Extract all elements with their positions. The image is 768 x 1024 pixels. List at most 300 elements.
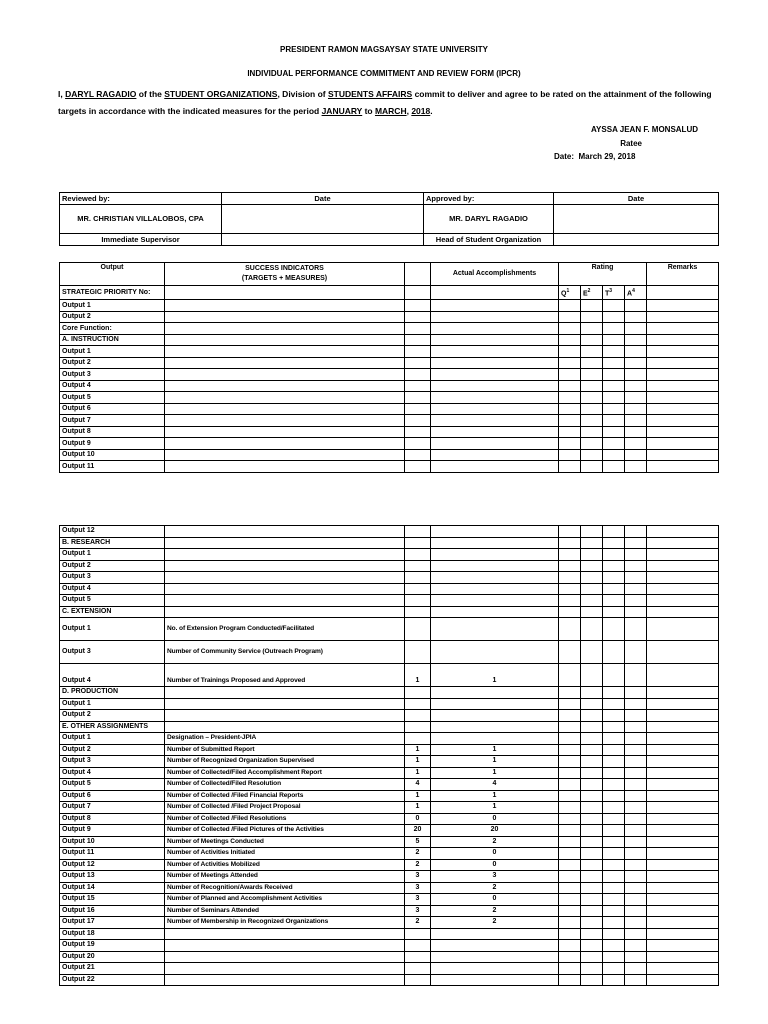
- target-value[interactable]: [405, 357, 431, 369]
- rating-a-cell[interactable]: [625, 813, 647, 825]
- actual-accomplishment[interactable]: [431, 928, 559, 940]
- actual-accomplishment[interactable]: [431, 323, 559, 335]
- rating-a-cell[interactable]: [625, 721, 647, 733]
- rating-e-cell[interactable]: [581, 415, 603, 427]
- remarks-cell[interactable]: [647, 767, 719, 779]
- rating-t-cell[interactable]: [603, 744, 625, 756]
- success-indicator[interactable]: [165, 323, 405, 335]
- remarks-cell[interactable]: [647, 572, 719, 584]
- rating-e-cell[interactable]: [581, 917, 603, 929]
- rating-e-cell[interactable]: [581, 641, 603, 664]
- rating-a-cell[interactable]: [625, 882, 647, 894]
- remarks-cell[interactable]: [647, 848, 719, 860]
- rating-t-cell[interactable]: [603, 836, 625, 848]
- target-value[interactable]: [405, 710, 431, 722]
- rating-t-cell[interactable]: [603, 963, 625, 975]
- actual-accomplishment[interactable]: 2: [431, 917, 559, 929]
- rating-e-cell[interactable]: [581, 311, 603, 323]
- rating-q-cell[interactable]: [559, 323, 581, 335]
- target-value[interactable]: 1: [405, 756, 431, 768]
- review-date-cell[interactable]: [222, 205, 424, 234]
- rating-t-cell[interactable]: [603, 461, 625, 473]
- target-value[interactable]: [405, 974, 431, 986]
- rating-e-cell[interactable]: [581, 461, 603, 473]
- remarks-cell[interactable]: [647, 882, 719, 894]
- target-value[interactable]: [405, 549, 431, 561]
- remarks-cell[interactable]: [647, 710, 719, 722]
- rating-e-cell[interactable]: [581, 687, 603, 699]
- rating-a-cell[interactable]: [625, 894, 647, 906]
- rating-e-cell[interactable]: [581, 560, 603, 572]
- actual-accomplishment[interactable]: 0: [431, 813, 559, 825]
- actual-accomplishment[interactable]: 2: [431, 905, 559, 917]
- rating-a-cell[interactable]: [625, 859, 647, 871]
- rating-t-cell[interactable]: [603, 905, 625, 917]
- success-indicator[interactable]: Number of Collected/Filed Resolution: [165, 779, 405, 791]
- rating-a-cell[interactable]: [625, 710, 647, 722]
- remarks-cell[interactable]: [647, 380, 719, 392]
- remarks-cell[interactable]: [647, 618, 719, 641]
- success-indicator[interactable]: Number of Planned and Accomplishment Activities: [165, 894, 405, 906]
- actual-accomplishment[interactable]: 2: [431, 836, 559, 848]
- success-indicator[interactable]: [165, 572, 405, 584]
- actual-accomplishment[interactable]: 3: [431, 871, 559, 883]
- success-indicator[interactable]: Number of Submitted Report: [165, 744, 405, 756]
- actual-accomplishment[interactable]: 1: [431, 756, 559, 768]
- rating-a-cell[interactable]: [625, 928, 647, 940]
- target-value[interactable]: [405, 403, 431, 415]
- rating-e-cell[interactable]: [581, 848, 603, 860]
- target-value[interactable]: [405, 951, 431, 963]
- rating-t-cell[interactable]: [603, 859, 625, 871]
- success-indicator[interactable]: [165, 286, 405, 300]
- rating-a-cell[interactable]: [625, 357, 647, 369]
- rating-t-cell[interactable]: [603, 710, 625, 722]
- rating-a-cell[interactable]: [625, 323, 647, 335]
- rating-t-cell[interactable]: [603, 767, 625, 779]
- rating-q-cell[interactable]: [559, 744, 581, 756]
- rating-e-cell[interactable]: [581, 951, 603, 963]
- success-indicator[interactable]: [165, 357, 405, 369]
- rating-e-cell[interactable]: [581, 744, 603, 756]
- rating-t-cell[interactable]: [603, 940, 625, 952]
- rating-t-cell[interactable]: [603, 733, 625, 745]
- rating-q-cell[interactable]: [559, 802, 581, 814]
- remarks-cell[interactable]: [647, 449, 719, 461]
- actual-accomplishment[interactable]: [431, 940, 559, 952]
- remarks-cell[interactable]: [647, 403, 719, 415]
- success-indicator[interactable]: [165, 526, 405, 538]
- target-value[interactable]: [405, 369, 431, 381]
- actual-accomplishment[interactable]: [431, 560, 559, 572]
- success-indicator[interactable]: [165, 687, 405, 699]
- remarks-cell[interactable]: [647, 595, 719, 607]
- rating-q-cell[interactable]: [559, 871, 581, 883]
- actual-accomplishment[interactable]: [431, 392, 559, 404]
- remarks-cell[interactable]: [647, 664, 719, 687]
- success-indicator[interactable]: Number of Collected /Filed Resolutions: [165, 813, 405, 825]
- rating-e-cell[interactable]: [581, 369, 603, 381]
- rating-t-cell[interactable]: [603, 300, 625, 312]
- target-value[interactable]: [405, 698, 431, 710]
- rating-e-cell[interactable]: [581, 549, 603, 561]
- remarks-cell[interactable]: [647, 963, 719, 975]
- target-value[interactable]: 3: [405, 894, 431, 906]
- rating-e-cell[interactable]: [581, 825, 603, 837]
- remarks-cell[interactable]: [647, 779, 719, 791]
- target-value[interactable]: 1: [405, 744, 431, 756]
- rating-q-cell[interactable]: [559, 583, 581, 595]
- remarks-cell[interactable]: [647, 323, 719, 335]
- rating-t-cell[interactable]: [603, 334, 625, 346]
- target-value[interactable]: 2: [405, 859, 431, 871]
- rating-t-cell[interactable]: [603, 583, 625, 595]
- success-indicator[interactable]: [165, 595, 405, 607]
- rating-t-cell[interactable]: [603, 687, 625, 699]
- success-indicator[interactable]: [165, 951, 405, 963]
- target-value[interactable]: [405, 733, 431, 745]
- rating-q-cell[interactable]: [559, 346, 581, 358]
- rating-a-cell[interactable]: [625, 346, 647, 358]
- rating-q-cell[interactable]: [559, 767, 581, 779]
- target-value[interactable]: 1: [405, 664, 431, 687]
- rating-q-cell[interactable]: [559, 698, 581, 710]
- success-indicator[interactable]: [165, 461, 405, 473]
- actual-accomplishment[interactable]: [431, 618, 559, 641]
- rating-q-cell[interactable]: [559, 974, 581, 986]
- rating-a-cell[interactable]: [625, 311, 647, 323]
- rating-t-cell[interactable]: [603, 928, 625, 940]
- actual-accomplishment[interactable]: [431, 300, 559, 312]
- rating-t-cell[interactable]: [603, 882, 625, 894]
- actual-accomplishment[interactable]: [431, 526, 559, 538]
- rating-t-cell[interactable]: [603, 641, 625, 664]
- success-indicator[interactable]: Number of Community Service (Outreach Program): [165, 641, 405, 664]
- remarks-cell[interactable]: [647, 802, 719, 814]
- rating-e-cell[interactable]: [581, 767, 603, 779]
- rating-a-cell[interactable]: [625, 415, 647, 427]
- target-value[interactable]: [405, 940, 431, 952]
- success-indicator[interactable]: [165, 560, 405, 572]
- success-indicator[interactable]: [165, 300, 405, 312]
- target-value[interactable]: 1: [405, 790, 431, 802]
- rating-t-cell[interactable]: [603, 790, 625, 802]
- rating-t-cell[interactable]: [603, 894, 625, 906]
- rating-a-cell[interactable]: [625, 779, 647, 791]
- target-value[interactable]: [405, 928, 431, 940]
- remarks-cell[interactable]: [647, 813, 719, 825]
- rating-t-cell[interactable]: [603, 537, 625, 549]
- rating-t-cell[interactable]: [603, 825, 625, 837]
- rating-q-cell[interactable]: [559, 917, 581, 929]
- rating-e-cell[interactable]: [581, 403, 603, 415]
- rating-q-cell[interactable]: [559, 415, 581, 427]
- rating-t-cell[interactable]: [603, 392, 625, 404]
- rating-t-cell[interactable]: [603, 369, 625, 381]
- rating-a-cell[interactable]: [625, 917, 647, 929]
- rating-t-cell[interactable]: [603, 664, 625, 687]
- target-value[interactable]: [405, 461, 431, 473]
- actual-accomplishment[interactable]: [431, 733, 559, 745]
- actual-accomplishment[interactable]: 0: [431, 894, 559, 906]
- success-indicator[interactable]: Number of Meetings Conducted: [165, 836, 405, 848]
- remarks-cell[interactable]: [647, 357, 719, 369]
- actual-accomplishment[interactable]: 2: [431, 882, 559, 894]
- success-indicator[interactable]: Number of Recognition/Awards Received: [165, 882, 405, 894]
- rating-q-cell[interactable]: [559, 357, 581, 369]
- target-value[interactable]: [405, 526, 431, 538]
- rating-q-cell[interactable]: [559, 369, 581, 381]
- rating-e-cell[interactable]: [581, 733, 603, 745]
- rating-a-cell[interactable]: [625, 767, 647, 779]
- actual-accomplishment[interactable]: [431, 311, 559, 323]
- rating-t-cell[interactable]: [603, 449, 625, 461]
- actual-accomplishment[interactable]: 0: [431, 848, 559, 860]
- rating-q-cell[interactable]: [559, 572, 581, 584]
- remarks-cell[interactable]: [647, 905, 719, 917]
- target-value[interactable]: 4: [405, 779, 431, 791]
- rating-t-cell[interactable]: [603, 974, 625, 986]
- rating-q-cell[interactable]: [559, 560, 581, 572]
- target-value[interactable]: [405, 963, 431, 975]
- rating-t-cell[interactable]: [603, 951, 625, 963]
- rating-q-cell[interactable]: [559, 779, 581, 791]
- remarks-cell[interactable]: [647, 928, 719, 940]
- rating-a-cell[interactable]: [625, 802, 647, 814]
- rating-a-cell[interactable]: [625, 392, 647, 404]
- success-indicator[interactable]: [165, 606, 405, 618]
- remarks-cell[interactable]: [647, 560, 719, 572]
- rating-t-cell[interactable]: [603, 595, 625, 607]
- success-indicator[interactable]: Number of Collected /Filed Pictures of the Activities: [165, 825, 405, 837]
- remarks-cell[interactable]: [647, 687, 719, 699]
- rating-q-cell[interactable]: [559, 311, 581, 323]
- rating-a-cell[interactable]: [625, 595, 647, 607]
- rating-a-cell[interactable]: [625, 848, 647, 860]
- target-value[interactable]: [405, 392, 431, 404]
- rating-e-cell[interactable]: [581, 905, 603, 917]
- rating-e-cell[interactable]: [581, 392, 603, 404]
- rating-a-cell[interactable]: [625, 733, 647, 745]
- rating-e-cell[interactable]: [581, 583, 603, 595]
- remarks-cell[interactable]: [647, 334, 719, 346]
- rating-q-cell[interactable]: [559, 641, 581, 664]
- remarks-cell[interactable]: [647, 894, 719, 906]
- remarks-cell[interactable]: [647, 721, 719, 733]
- rating-e-cell[interactable]: [581, 836, 603, 848]
- rating-q-cell[interactable]: [559, 825, 581, 837]
- rating-a-cell[interactable]: [625, 403, 647, 415]
- target-value[interactable]: [405, 438, 431, 450]
- rating-a-cell[interactable]: [625, 687, 647, 699]
- rating-q-cell[interactable]: [559, 549, 581, 561]
- rating-e-cell[interactable]: [581, 894, 603, 906]
- rating-q-cell[interactable]: [559, 733, 581, 745]
- rating-t-cell[interactable]: [603, 323, 625, 335]
- target-value[interactable]: 2: [405, 917, 431, 929]
- target-value[interactable]: [405, 426, 431, 438]
- success-indicator[interactable]: Number of Collected /Filed Financial Reports: [165, 790, 405, 802]
- rating-e-cell[interactable]: [581, 859, 603, 871]
- target-value[interactable]: [405, 572, 431, 584]
- target-value[interactable]: 2: [405, 848, 431, 860]
- target-value[interactable]: [405, 595, 431, 607]
- target-value[interactable]: [405, 606, 431, 618]
- actual-accomplishment[interactable]: [431, 449, 559, 461]
- target-value[interactable]: 3: [405, 871, 431, 883]
- remarks-cell[interactable]: [647, 790, 719, 802]
- success-indicator[interactable]: [165, 311, 405, 323]
- remarks-cell[interactable]: [647, 940, 719, 952]
- rating-t-cell[interactable]: [603, 560, 625, 572]
- rating-a-cell[interactable]: [625, 790, 647, 802]
- rating-q-cell[interactable]: [559, 894, 581, 906]
- success-indicator[interactable]: Number of Recognized Organization Supervised: [165, 756, 405, 768]
- rating-e-cell[interactable]: [581, 871, 603, 883]
- remarks-cell[interactable]: [647, 286, 719, 300]
- rating-q-cell[interactable]: [559, 664, 581, 687]
- target-value[interactable]: [405, 300, 431, 312]
- target-value[interactable]: [405, 618, 431, 641]
- remarks-cell[interactable]: [647, 438, 719, 450]
- rating-e-cell[interactable]: [581, 882, 603, 894]
- remarks-cell[interactable]: [647, 583, 719, 595]
- remarks-cell[interactable]: [647, 392, 719, 404]
- rating-e-cell[interactable]: [581, 813, 603, 825]
- remarks-cell[interactable]: [647, 606, 719, 618]
- target-value[interactable]: [405, 286, 431, 300]
- rating-q-cell[interactable]: [559, 790, 581, 802]
- rating-a-cell[interactable]: [625, 618, 647, 641]
- target-value[interactable]: 3: [405, 905, 431, 917]
- rating-t-cell[interactable]: [603, 403, 625, 415]
- remarks-cell[interactable]: [647, 756, 719, 768]
- rating-t-cell[interactable]: [603, 357, 625, 369]
- actual-accomplishment[interactable]: [431, 369, 559, 381]
- rating-a-cell[interactable]: [625, 560, 647, 572]
- rating-q-cell[interactable]: [559, 710, 581, 722]
- rating-t-cell[interactable]: [603, 813, 625, 825]
- rating-a-cell[interactable]: [625, 300, 647, 312]
- remarks-cell[interactable]: [647, 698, 719, 710]
- actual-accomplishment[interactable]: [431, 549, 559, 561]
- target-value[interactable]: [405, 721, 431, 733]
- rating-e-cell[interactable]: [581, 526, 603, 538]
- rating-t-cell[interactable]: [603, 698, 625, 710]
- rating-e-cell[interactable]: [581, 449, 603, 461]
- rating-t-cell[interactable]: [603, 917, 625, 929]
- actual-accomplishment[interactable]: [431, 286, 559, 300]
- success-indicator[interactable]: [165, 963, 405, 975]
- target-value[interactable]: [405, 560, 431, 572]
- rating-q-cell[interactable]: [559, 595, 581, 607]
- rating-q-cell[interactable]: [559, 951, 581, 963]
- target-value[interactable]: 0: [405, 813, 431, 825]
- rating-q-cell[interactable]: [559, 537, 581, 549]
- remarks-cell[interactable]: [647, 426, 719, 438]
- actual-accomplishment[interactable]: [431, 438, 559, 450]
- rating-t-cell[interactable]: [603, 549, 625, 561]
- success-indicator[interactable]: [165, 537, 405, 549]
- success-indicator[interactable]: Number of Collected /Filed Project Proposal: [165, 802, 405, 814]
- remarks-cell[interactable]: [647, 369, 719, 381]
- rating-t-cell[interactable]: [603, 756, 625, 768]
- rating-t-cell[interactable]: [603, 779, 625, 791]
- rating-q-cell[interactable]: [559, 403, 581, 415]
- rating-a-cell[interactable]: [625, 369, 647, 381]
- rating-e-cell[interactable]: [581, 300, 603, 312]
- target-value[interactable]: [405, 323, 431, 335]
- remarks-cell[interactable]: [647, 744, 719, 756]
- rating-q-cell[interactable]: [559, 426, 581, 438]
- remarks-cell[interactable]: [647, 537, 719, 549]
- rating-e-cell[interactable]: [581, 618, 603, 641]
- rating-q-cell[interactable]: [559, 836, 581, 848]
- rating-a-cell[interactable]: [625, 963, 647, 975]
- rating-q-cell[interactable]: [559, 300, 581, 312]
- rating-e-cell[interactable]: [581, 790, 603, 802]
- success-indicator[interactable]: Number of Trainings Proposed and Approved: [165, 664, 405, 687]
- rating-a-cell[interactable]: [625, 334, 647, 346]
- actual-accomplishment[interactable]: 1: [431, 664, 559, 687]
- rating-e-cell[interactable]: [581, 756, 603, 768]
- actual-accomplishment[interactable]: [431, 963, 559, 975]
- success-indicator[interactable]: [165, 698, 405, 710]
- actual-accomplishment[interactable]: [431, 606, 559, 618]
- rating-e-cell[interactable]: [581, 698, 603, 710]
- remarks-cell[interactable]: [647, 825, 719, 837]
- success-indicator[interactable]: No. of Extension Program Conducted/Facilitated: [165, 618, 405, 641]
- rating-a-cell[interactable]: [625, 698, 647, 710]
- rating-a-cell[interactable]: [625, 526, 647, 538]
- rating-t-cell[interactable]: [603, 311, 625, 323]
- rating-e-cell[interactable]: [581, 606, 603, 618]
- actual-accomplishment[interactable]: [431, 583, 559, 595]
- rating-q-cell[interactable]: [559, 813, 581, 825]
- rating-t-cell[interactable]: [603, 802, 625, 814]
- actual-accomplishment[interactable]: [431, 426, 559, 438]
- target-value[interactable]: [405, 380, 431, 392]
- success-indicator[interactable]: Number of Collected/Filed Accomplishment Report: [165, 767, 405, 779]
- rating-e-cell[interactable]: [581, 426, 603, 438]
- success-indicator[interactable]: [165, 438, 405, 450]
- actual-accomplishment[interactable]: 4: [431, 779, 559, 791]
- rating-a-cell[interactable]: [625, 572, 647, 584]
- target-value[interactable]: 3: [405, 882, 431, 894]
- rating-q-cell[interactable]: [559, 334, 581, 346]
- rating-a-cell[interactable]: [625, 940, 647, 952]
- approval-date-cell[interactable]: [554, 205, 719, 234]
- rating-q-cell[interactable]: [559, 526, 581, 538]
- actual-accomplishment[interactable]: [431, 710, 559, 722]
- rating-e-cell[interactable]: [581, 963, 603, 975]
- remarks-cell[interactable]: [647, 974, 719, 986]
- remarks-cell[interactable]: [647, 951, 719, 963]
- rating-a-cell[interactable]: [625, 537, 647, 549]
- remarks-cell[interactable]: [647, 311, 719, 323]
- success-indicator[interactable]: Designation – President-JPIA: [165, 733, 405, 745]
- target-value[interactable]: [405, 415, 431, 427]
- actual-accomplishment[interactable]: [431, 572, 559, 584]
- actual-accomplishment[interactable]: 1: [431, 767, 559, 779]
- target-value[interactable]: [405, 641, 431, 664]
- remarks-cell[interactable]: [647, 461, 719, 473]
- actual-accomplishment[interactable]: [431, 380, 559, 392]
- rating-t-cell[interactable]: [603, 606, 625, 618]
- rating-q-cell[interactable]: [559, 859, 581, 871]
- target-value[interactable]: [405, 311, 431, 323]
- rating-q-cell[interactable]: [559, 756, 581, 768]
